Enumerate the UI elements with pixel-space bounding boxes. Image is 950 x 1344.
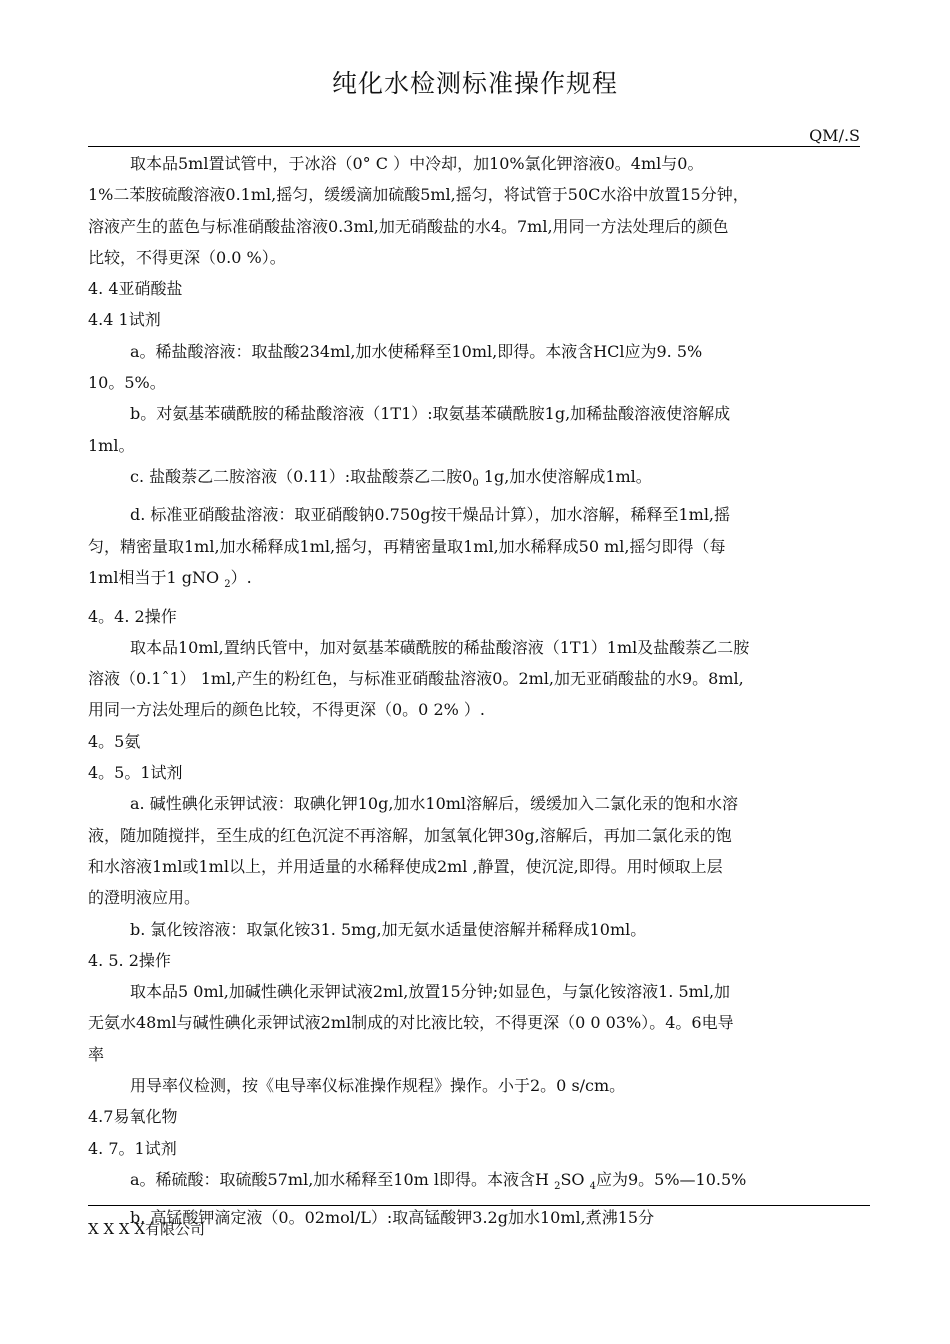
footer-rule <box>88 1205 870 1206</box>
text-run: 1g,加水使溶解成1ml。 <box>478 466 652 486</box>
document-body <box>88 148 870 1234</box>
paragraph-line <box>88 562 870 600</box>
paragraph-line: 取本品5 0ml,加碱性碘化汞钾试液2ml,放置15分钟;如显色，与氯化铵溶液1. 5ml,加 <box>130 982 731 1002</box>
paragraph-line: 和水溶液1ml或1ml以上，并用适量的水稀释使成2ml ,静置，使沉淀,即得。用时倾取上层 <box>88 856 723 876</box>
text-run: 应为9。5%—10.5% <box>595 1169 747 1189</box>
paragraph-line: b。对氨基苯磺酰胺的稀盐酸溶液（1T1）:取氨基苯磺酰胺1g,加稀盐酸溶液使溶解成 <box>130 404 731 424</box>
paragraph-line: 取本品5ml置试管中，于冰浴（0° C ）中冷却，加10%氯化钾溶液0。4ml与0。 <box>130 154 704 173</box>
document-title: 纯化水检测标准操作规程 <box>331 69 618 98</box>
text-run: c. 盐酸萘乙二胺溶液（0.11）:取盐酸萘乙二胺0 <box>130 466 473 486</box>
paragraph-line <box>88 461 870 499</box>
text-run: ）. <box>230 568 252 588</box>
paragraph-line: 溶液产生的蓝色与标准硝酸盐溶液0.3ml,加无硝酸盐的水4。7ml,用同一方法处理后的颜色 <box>88 216 729 236</box>
section-heading: 4. 4亚硝酸盐 <box>88 279 183 299</box>
subsection-heading: 4. 7。1试剂 <box>88 1138 177 1158</box>
subsection-heading: 4。4. 2操作 <box>88 606 177 626</box>
section-heading: 4。5氨 <box>88 731 141 751</box>
document-number: QM/.S <box>809 126 860 145</box>
section-heading: 4.7易氧化物 <box>88 1107 178 1127</box>
text-run: SO <box>560 1169 590 1189</box>
subscript: 2 <box>224 579 231 591</box>
paragraph-line: 的澄明液应用。 <box>88 888 201 908</box>
paragraph-line: a. 碱性碘化汞钾试液：取碘化钾10g,加水10ml溶解后，缓缓加入二氯化汞的饱和水溶 <box>130 794 739 814</box>
paragraph-line: 用导率仪检测，按《电导率仪标准操作规程》操作。小于2。0 s/cm。 <box>130 1075 626 1095</box>
paragraph-line: 比较，不得更深（0.0 %）。 <box>88 247 286 267</box>
text-run: a。稀硫酸：取硫酸57ml,加水稀释至10m l即得。本液含H <box>130 1169 555 1189</box>
paragraph-line: 率 <box>88 1044 105 1064</box>
subscript: 2 <box>554 1181 561 1193</box>
paragraph-line <box>88 1164 870 1202</box>
paragraph-line: 液，随加随搅拌，至生成的红色沉淀不再溶解，加氢氧化钾30g,溶解后，再加二氯化汞的饱 <box>88 825 732 845</box>
subsection-heading: 4. 5. 2操作 <box>88 950 171 970</box>
paragraph-line: 用同一方法处理后的颜色比较，不得更深（0。0 2% ）. <box>88 700 486 720</box>
paragraph-line: 无氨水48ml与碱性碘化汞钾试液2ml制成的对比液比较，不得更深（0 0 03%）。4。6电导 <box>88 1013 734 1033</box>
paragraph-line: 匀，精密量取1ml,加水稀释成1ml,摇匀，再精密量取1ml,加水稀释成50 ml,摇匀即得（每 <box>88 536 726 556</box>
company-name: X X X X有限公司 <box>88 1220 206 1238</box>
paragraph-line: 1%二苯胺硫酸溶液0.1ml,摇匀，缓缓滴加硫酸5ml,摇匀，将试管于50C水浴中放置15分钟， <box>88 185 749 205</box>
header-rule <box>88 146 860 147</box>
paragraph-line: b. 高锰酸钾滴定液（0。02mol/L）:取高锰酸钾3.2g加水10ml,煮沸15分 <box>130 1208 655 1228</box>
paragraph-line: 溶液（0.1ˆ1） 1ml,产生的粉红色，与标准亚硝酸盐溶液0。2ml,加无亚硝酸盐的水9。8ml, <box>88 669 744 689</box>
subscript: 4 <box>589 1181 596 1193</box>
paragraph-line: 取本品10ml,置纳氏管中，加对氨基苯磺酰胺的稀盐酸溶液（1T1）1ml及盐酸萘乙二胺 <box>130 637 750 657</box>
paragraph-line: b. 氯化铵溶液：取氯化铵31. 5mg,加无氨水适量使溶解并稀释成10ml。 <box>130 919 647 939</box>
paragraph-line: a。稀盐酸溶液：取盐酸234ml,加水使稀释至10ml,即得。本液含HCl应为9. 5% <box>130 341 703 361</box>
paragraph-line: 10。5%。 <box>88 373 166 393</box>
subscript: 0 <box>472 478 479 490</box>
paragraph-line: 1ml。 <box>88 435 135 455</box>
subsection-heading: 4.4 1试剂 <box>88 310 161 330</box>
subsection-heading: 4。5。1试剂 <box>88 763 183 783</box>
paragraph-line: d. 标准亚硝酸盐溶液：取亚硝酸钠0.750g按干燥品计算），加水溶解，稀释至1ml,摇 <box>130 505 731 525</box>
text-run: 1ml相当于1 gNO <box>88 568 225 588</box>
